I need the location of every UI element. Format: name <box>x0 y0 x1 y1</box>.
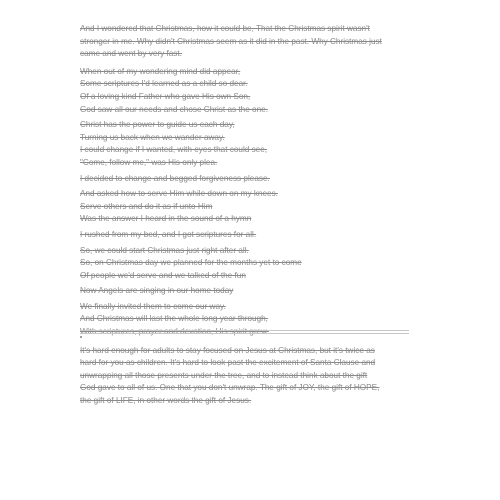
divider-rule <box>80 330 409 331</box>
poem-line: Some scriptures I'd learned as a child so dear. <box>80 79 248 89</box>
closing-paragraph <box>80 345 425 407</box>
poem-line: Now Angels are singing in our home today <box>80 286 234 296</box>
poem-line: Serve others and do it as if unto Him <box>80 201 213 211</box>
poem-line: And Christmas will last the whole long year through, <box>80 314 268 324</box>
divider-rule <box>80 333 409 334</box>
closing-line: the gift of LIFE, in other words the gift of Jesus. <box>80 395 252 405</box>
poem-line: When out of my wondering mind did appear, <box>80 66 241 76</box>
closing-line: unwrapping all those presents under the tree, and to instead think about the gift <box>80 370 368 380</box>
poem-line: "Come, follow me," was His only plea. <box>80 157 218 167</box>
poem-line: Of a loving kind Father who gave His own Son, <box>80 91 251 101</box>
poem-line: So, we could start Christmas just right after all. <box>80 245 249 255</box>
intro-line: came and went by very fast. <box>80 49 182 59</box>
closing-line: It's hard enough for adults to stay focused on Jesus at Christmas, but it's twice as <box>80 346 375 355</box>
poem-line: I decided to change and begged forgiveness please. <box>80 173 270 183</box>
closing-line: hard for you as children. It's hard to look past the excitement of Santa Clause and <box>80 358 376 368</box>
poem-line: I rushed from my bed, and I got scriptures for all. <box>80 229 257 239</box>
poem-line: Was the answer I heard in the sound of a hymn <box>80 214 252 224</box>
poem-line: Turning us back when we wander away. <box>80 132 225 142</box>
poem-line: And asked how to serve Him while down on my knees. <box>80 189 278 199</box>
closing-line: God gave to all of us. One that you don't unwrap. The gift of JOY, the gift of HOPE, <box>80 383 380 393</box>
intro-line: stronger in me. Why didn't Christmas seem as it did in the past. Why Christmas just <box>80 36 382 46</box>
poem-line: Of people we'd serve and we talked of the fun <box>80 270 246 280</box>
poem-line: I could change if I wanted, with eyes that could see, <box>80 145 268 155</box>
stanza-7 <box>80 285 425 298</box>
poem-line: Christ has the power to guide us each day, <box>80 120 235 130</box>
intro-line: And I wondered that Christmas, how it could be, That the Christmas spirit wasn't <box>80 24 370 33</box>
poem-line: We finally invited them to come our way. <box>80 301 226 311</box>
poem-document <box>80 23 425 339</box>
stanza-6 <box>80 245 425 283</box>
stanza-1 <box>80 66 425 116</box>
bullet-dot <box>80 336 82 338</box>
intro-paragraph <box>80 23 425 61</box>
stanza-2 <box>80 119 425 169</box>
poem-line: With scriptures, prayer and devotion, His spirit grew. <box>80 327 269 337</box>
stanza-3 <box>80 173 425 186</box>
stanza-5 <box>80 229 425 242</box>
poem-line: So, on Christmas day we planned for the months yet to come <box>80 258 302 268</box>
stanza-4 <box>80 188 425 226</box>
poem-line: God saw all our needs and chose Christ as the one. <box>80 104 268 114</box>
